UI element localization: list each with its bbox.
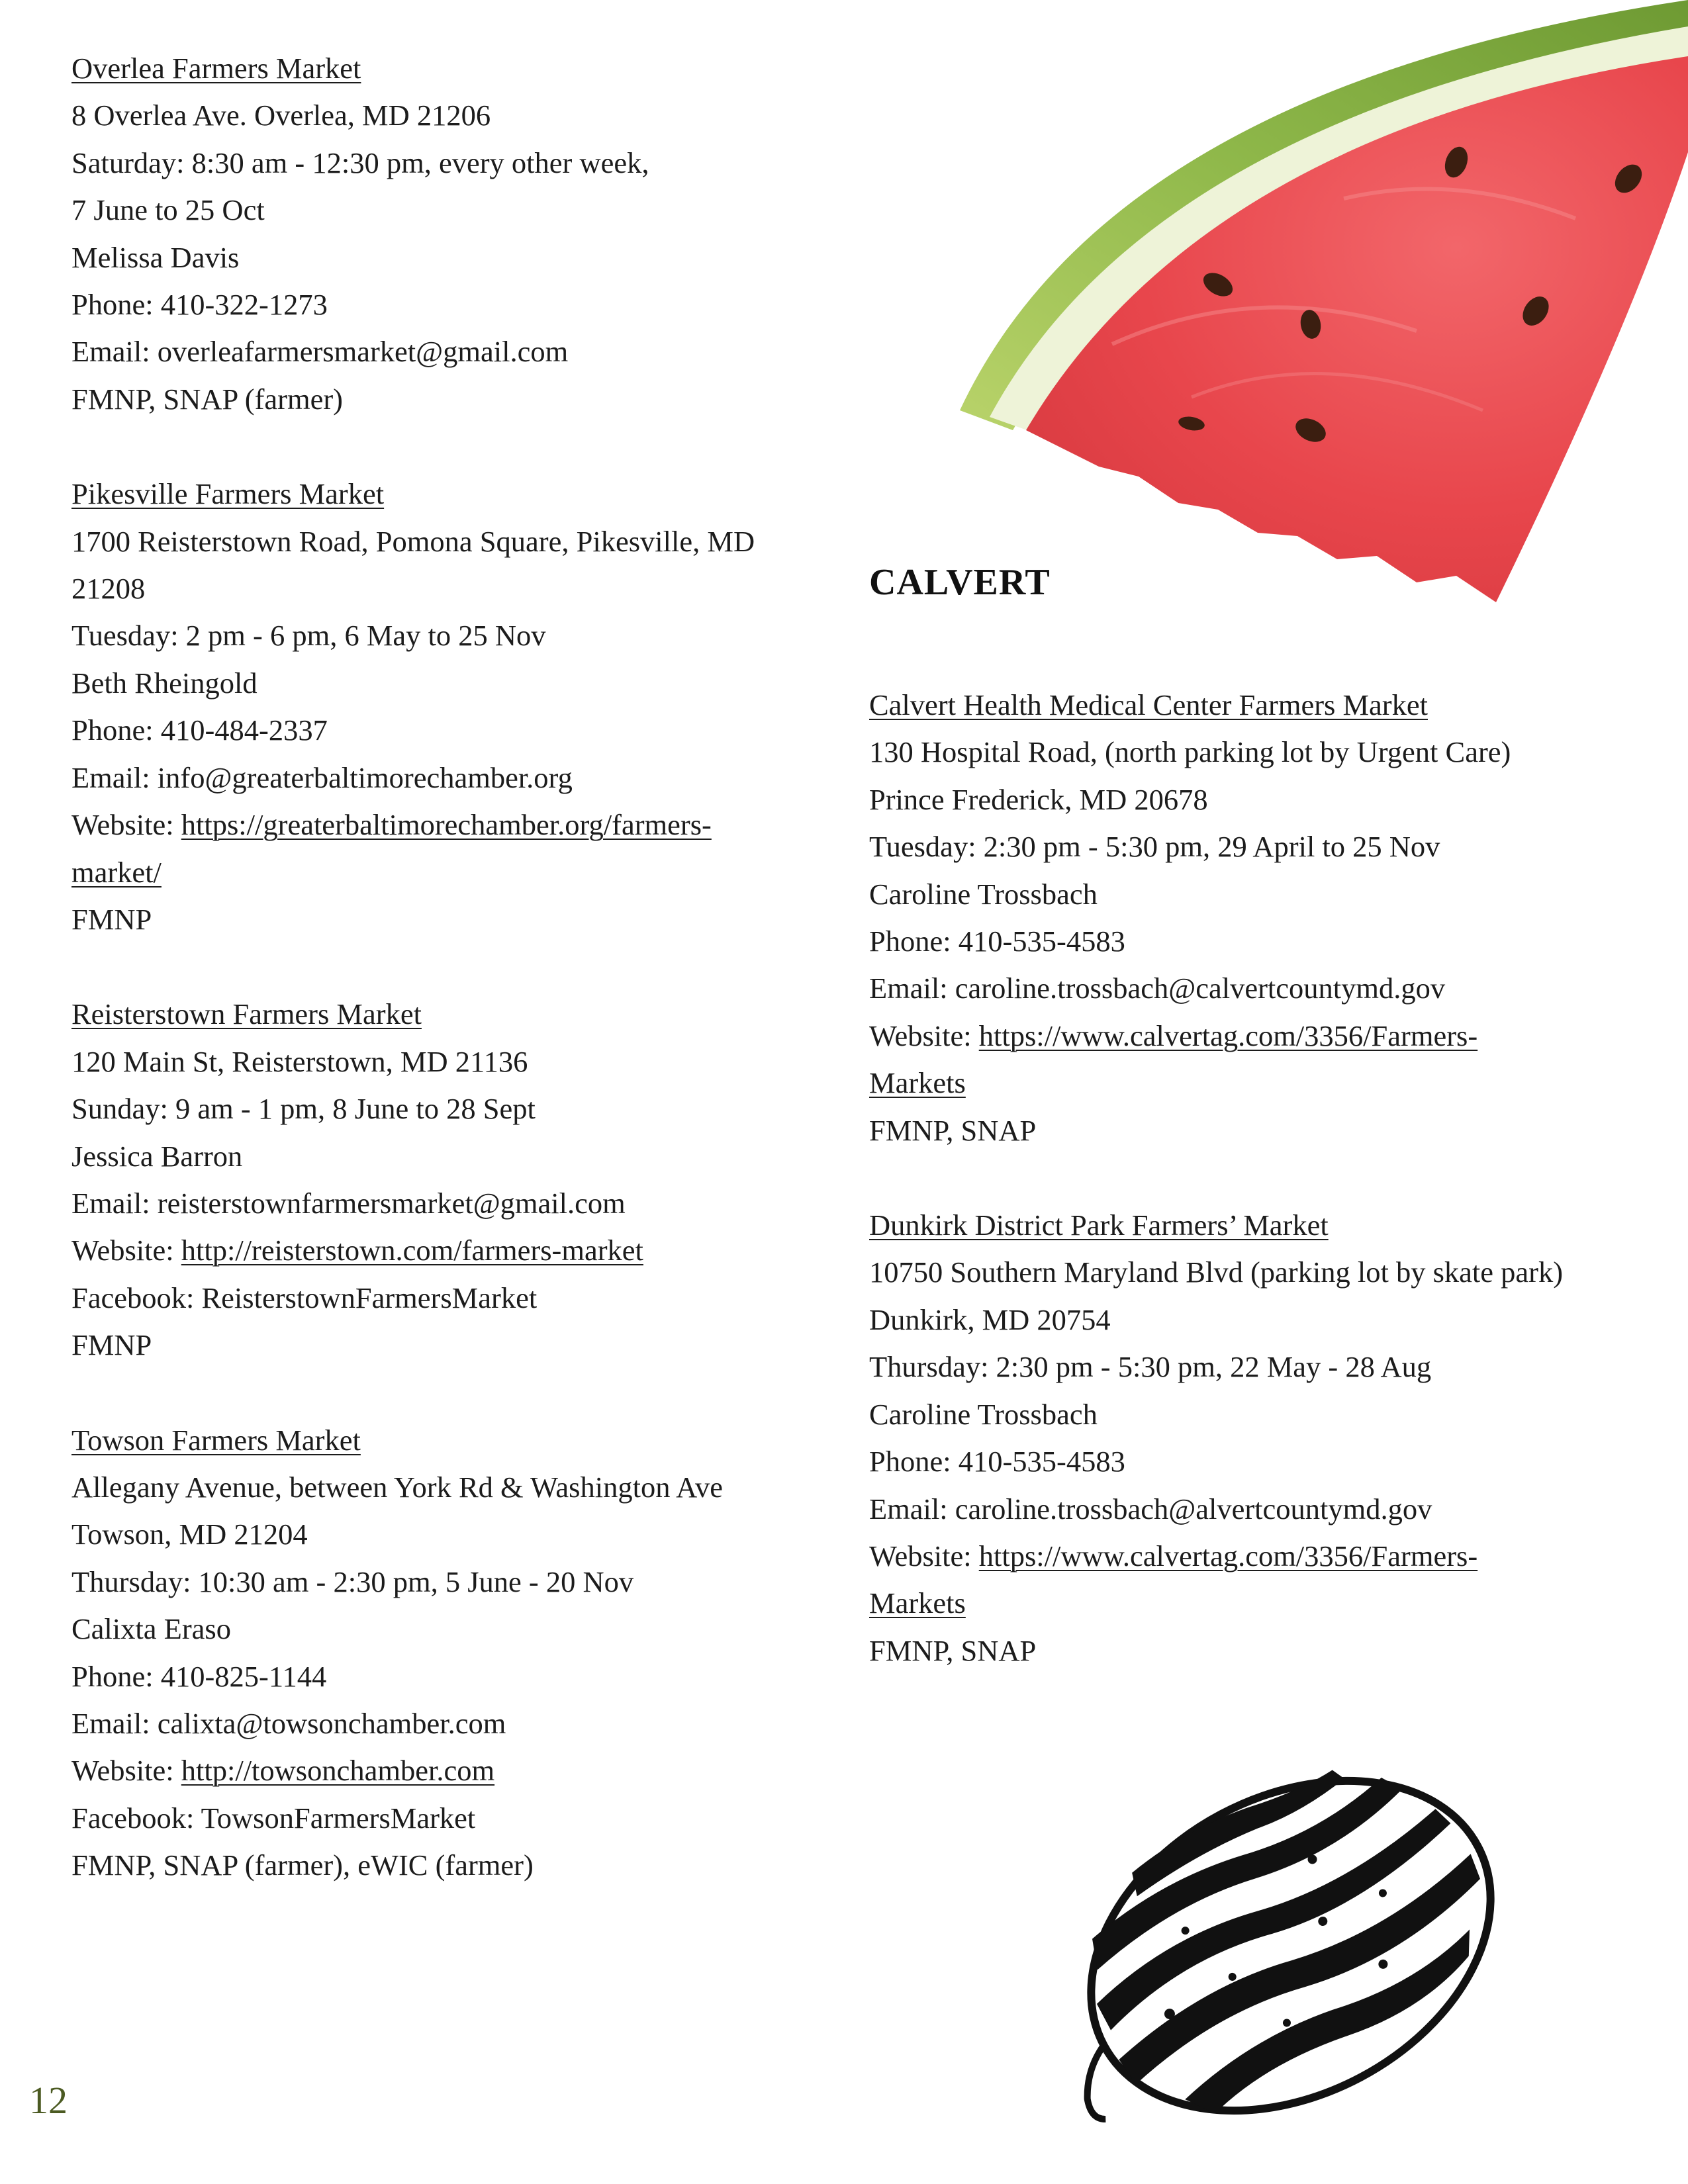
market-hours: Tuesday: 2:30 pm - 5:30 pm, 29 April to 25 Nov: [869, 830, 1440, 864]
market-facebook: Facebook: TowsonFarmersMarket: [71, 1801, 476, 1835]
website-label: Website:: [869, 1539, 979, 1572]
market-website: [71, 1227, 853, 1274]
market-dunkirk: [869, 1202, 1664, 1674]
website-link[interactable]: https://www.calvertag.com/3356/Farmers-: [978, 1019, 1478, 1052]
market-programs: FMNP, SNAP: [869, 1633, 1037, 1667]
market-city: Dunkirk, MD 20754: [869, 1302, 1111, 1336]
website-label: Website:: [869, 1019, 979, 1052]
market-email: Email: reisterstownfarmersmarket@gmail.com: [71, 1186, 626, 1220]
market-phone: Phone: 410-825-1144: [71, 1659, 327, 1693]
market-hours: Thursday: 10:30 am - 2:30 pm, 5 June - 20 Nov: [71, 1565, 634, 1598]
market-programs: FMNP, SNAP (farmer), eWIC (farmer): [71, 1848, 534, 1882]
market-hours: Saturday: 8:30 am - 12:30 pm, every other week,: [71, 146, 649, 179]
market-calvert-health: [869, 682, 1664, 1154]
website-link[interactable]: https://www.calvertag.com/3356/Farmers-: [978, 1539, 1478, 1572]
market-contact: Caroline Trossbach: [869, 1397, 1098, 1431]
market-programs: FMNP: [71, 1328, 152, 1362]
market-name: Calvert Health Medical Center Farmers Market: [869, 688, 1428, 721]
website-label: Website:: [71, 1754, 181, 1788]
market-hours: Tuesday: 2 pm - 6 pm, 6 May to 25 Nov: [71, 619, 546, 653]
market-email: Email: caroline.trossbach@alvertcountymd.gov: [869, 1492, 1432, 1525]
market-address: 1700 Reisterstown Road, Pomona Square, Pikesville, MD: [71, 524, 755, 558]
market-name: Overlea Farmers Market: [71, 52, 361, 85]
county-heading: CALVERT: [869, 562, 1051, 603]
market-phone: Phone: 410-535-4583: [869, 925, 1125, 958]
left-column: [71, 45, 853, 1889]
website-link[interactable]: http://towsonchamber.com: [181, 1754, 495, 1788]
website-label: Website:: [71, 1234, 181, 1267]
website-link[interactable]: http://reisterstown.com/farmers-market: [181, 1234, 643, 1267]
website-link-continued[interactable]: Markets: [869, 1586, 966, 1620]
market-overlea: [71, 45, 853, 423]
market-programs: FMNP, SNAP: [869, 1113, 1037, 1147]
market-contact: Calixta Eraso: [71, 1612, 231, 1646]
market-contact: Melissa Davis: [71, 240, 240, 274]
market-pikesville: [71, 471, 853, 943]
market-website: [71, 801, 853, 848]
market-name: Reisterstown Farmers Market: [71, 997, 422, 1031]
market-address: 8 Overlea Ave. Overlea, MD 21206: [71, 99, 491, 132]
market-website: [71, 1747, 853, 1794]
market-programs: FMNP, SNAP (farmer): [71, 382, 343, 416]
market-phone: Phone: 410-322-1273: [71, 288, 328, 322]
market-name: Dunkirk District Park Farmers’ Market: [869, 1208, 1329, 1242]
market-hours: Sunday: 9 am - 1 pm, 8 June to 28 Sept: [71, 1092, 536, 1126]
website-label: Website:: [71, 808, 181, 842]
market-address-zip: 21208: [71, 572, 146, 606]
market-reisterstown: [71, 991, 853, 1369]
market-email: Email: caroline.trossbach@calvertcountymd.gov: [869, 972, 1446, 1005]
market-name: Pikesville Farmers Market: [71, 477, 385, 511]
market-email: Email: info@greaterbaltimorechamber.org: [71, 760, 573, 794]
page-number: 12: [29, 2079, 68, 2122]
market-website: [869, 1533, 1664, 1580]
market-towson: [71, 1417, 853, 1889]
market-city: Towson, MD 21204: [71, 1518, 308, 1551]
website-link-continued[interactable]: Markets: [869, 1066, 966, 1100]
market-contact: Jessica Barron: [71, 1139, 243, 1173]
market-contact: Caroline Trossbach: [869, 877, 1098, 911]
market-hours: Thursday: 2:30 pm - 5:30 pm, 22 May - 28 Aug: [869, 1350, 1432, 1384]
market-programs: FMNP: [71, 902, 152, 936]
market-address: 130 Hospital Road, (north parking lot by Urgent Care): [869, 735, 1511, 769]
market-address: 10750 Southern Maryland Blvd (parking lot by skate park): [869, 1255, 1564, 1289]
market-season: 7 June to 25 Oct: [71, 193, 265, 227]
website-link[interactable]: https://greaterbaltimorechamber.org/farmers-: [181, 808, 712, 842]
watermelon-sketch-image: [1053, 1747, 1529, 2184]
market-website: [869, 1013, 1664, 1060]
market-city: Prince Frederick, MD 20678: [869, 782, 1208, 816]
market-facebook: Facebook: ReisterstownFarmersMarket: [71, 1281, 538, 1314]
market-phone: Phone: 410-535-4583: [869, 1445, 1125, 1479]
market-address: 120 Main St, Reisterstown, MD 21136: [71, 1044, 528, 1078]
market-contact: Beth Rheingold: [71, 666, 258, 700]
market-name: Towson Farmers Market: [71, 1423, 361, 1457]
right-column: [869, 682, 1664, 1674]
market-address: Allegany Avenue, between York Rd & Washington Ave: [71, 1470, 723, 1504]
market-email: Email: calixta@towsonchamber.com: [71, 1707, 506, 1740]
watermelon-slice-image: [914, 0, 1688, 609]
market-phone: Phone: 410-484-2337: [71, 713, 328, 747]
market-email: Email: overleafarmersmarket@gmail.com: [71, 335, 569, 369]
website-link-continued[interactable]: market/: [71, 855, 162, 889]
